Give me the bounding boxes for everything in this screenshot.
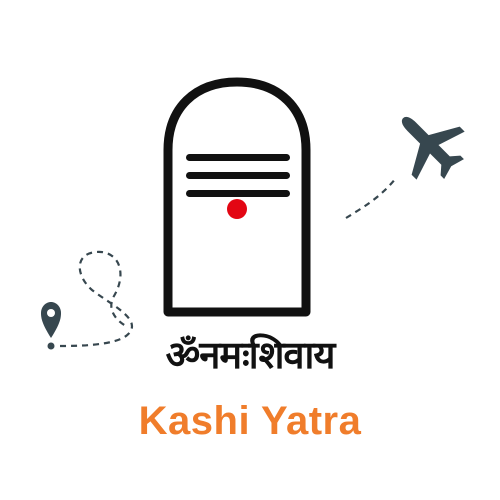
mantra-text: ॐनमःशिवाय bbox=[165, 333, 335, 377]
dashed-route-line-plane bbox=[346, 178, 396, 218]
tripundra-line-2 bbox=[186, 172, 290, 179]
red-dot-tilak bbox=[227, 199, 247, 219]
brand-name: Kashi Yatra bbox=[138, 399, 362, 443]
shivling-icon bbox=[168, 82, 306, 312]
tripundra-line-1 bbox=[186, 154, 290, 161]
airplane-icon bbox=[379, 94, 478, 193]
tripundra-line-3 bbox=[186, 190, 290, 197]
